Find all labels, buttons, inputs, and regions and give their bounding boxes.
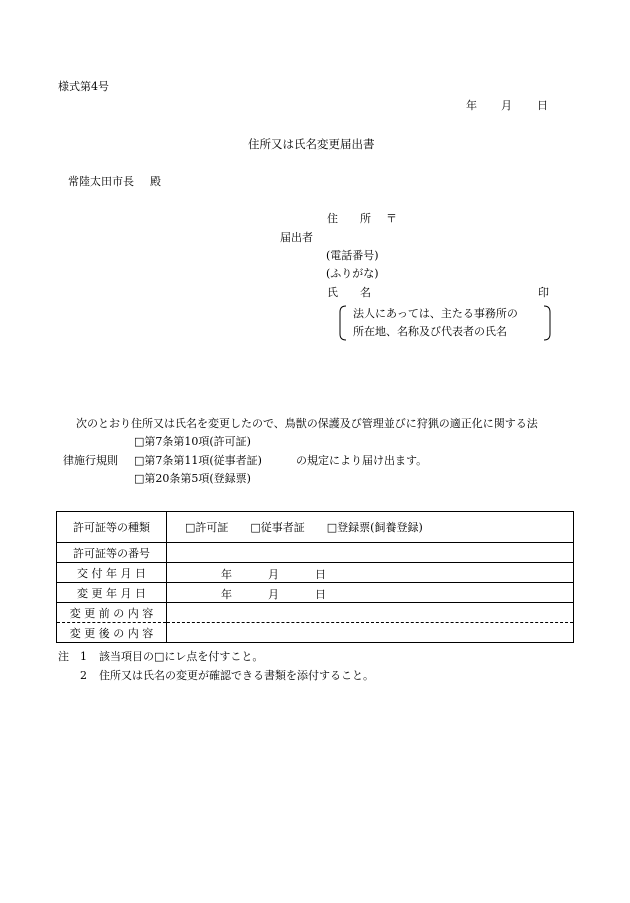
row-label: 許可証等の番号 (57, 543, 167, 563)
note-2-text: 住所又は氏名の変更が確認できる書類を添付すること。 (99, 669, 374, 682)
rule-label: 律施行規則 (63, 454, 118, 467)
row-label: 変 更 年 月 日 (57, 583, 167, 603)
license-number-value (167, 543, 574, 563)
statement-suffix: の規定により届け出ます。 (296, 454, 428, 467)
table-row (57, 583, 574, 603)
postal-mark: 〒 (386, 212, 397, 225)
table-row (57, 512, 574, 543)
issue-date-value (167, 563, 574, 583)
table-row (57, 563, 574, 583)
change-day-unit: 日 (315, 588, 326, 601)
table-row (57, 543, 574, 563)
phone-label: (電話番号) (326, 249, 379, 262)
document-title: 住所又は氏名変更届出書 (248, 137, 375, 151)
change-details-table (56, 511, 574, 643)
note-2-number: 2 (80, 669, 87, 682)
change-month-unit: 月 (268, 588, 279, 601)
corporate-note-line1: 法人にあっては、主たる事務所の (353, 307, 518, 320)
notifier-label: 届出者 (280, 231, 313, 244)
statement-line1: 次のとおり住所又は氏名を変更したので、鳥獣の保護及び管理並びに狩猟の適正化に関する法 (76, 417, 538, 430)
issue-day-unit: 日 (315, 568, 326, 581)
issue-year-unit: 年 (221, 568, 232, 581)
notes-prefix: 注 (58, 650, 69, 663)
date-year: 年 (466, 99, 477, 112)
rule-option-2: □第7条第11項(従事者証) (134, 454, 262, 467)
date-day: 日 (537, 99, 548, 112)
note-1-number: 1 (80, 650, 87, 663)
form-number: 様式第4号 (58, 80, 109, 93)
rule-option-3: □第20条第5項(登録票) (134, 472, 251, 485)
change-date-value (167, 583, 574, 603)
corporate-note-line2: 所在地、名称及び代表者の氏名 (353, 325, 507, 338)
table-row (57, 623, 574, 643)
note-1-text: 該当項目の□にレ点を付すこと。 (99, 650, 264, 663)
change-year-unit: 年 (221, 588, 232, 601)
rule-option-1: □第7条第10項(許可証) (134, 435, 251, 448)
address-label: 住 所 (327, 212, 371, 225)
date-month: 月 (501, 99, 512, 112)
issue-month-unit: 月 (268, 568, 279, 581)
content-before-value (167, 603, 574, 623)
furigana-label: (ふりがな) (326, 267, 379, 280)
table-row (57, 603, 574, 623)
row-label: 変 更 後 の 内 容 (57, 623, 167, 643)
row-label: 変 更 前 の 内 容 (57, 603, 167, 623)
name-label: 氏 名 (327, 286, 371, 299)
seal-label: 印 (538, 286, 549, 299)
content-after-value (167, 623, 574, 643)
row-label: 交 付 年 月 日 (57, 563, 167, 583)
addressee-honorific: 殿 (150, 175, 161, 188)
license-type-options: □許可証 □従事者証 □登録票(飼養登録) (167, 512, 574, 543)
addressee-name: 常陸太田市長 (68, 175, 134, 188)
row-label: 許可証等の種類 (57, 512, 167, 543)
